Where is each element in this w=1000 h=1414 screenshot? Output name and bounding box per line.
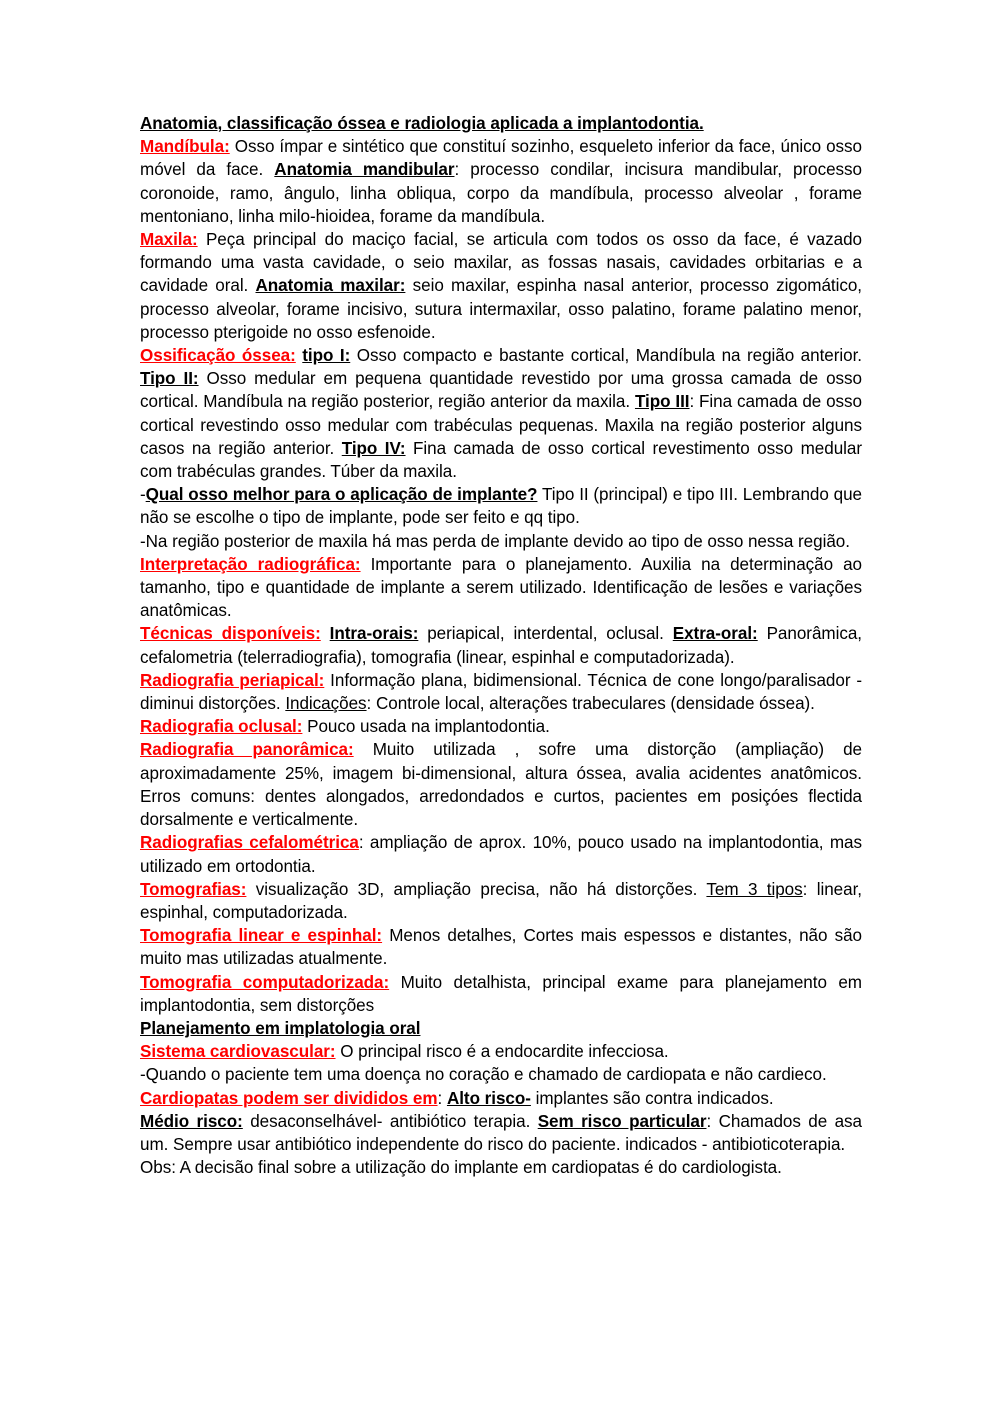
text-run: Fina camada de osso cortical revestimento osso medular com trabéculas grandes. Túber da maxila. [140, 438, 862, 482]
paragraph-regiao-posterior [140, 530, 862, 553]
text-run: : Chamados de asa um. Sempre usar antibiótico independente do risco do paciente. indicados - antibioticoterapia. [140, 1111, 862, 1154]
text-run [321, 624, 330, 643]
text-run: Menos detalhes, Cortes mais espessos e distantes, não são muito mas utilizadas atualmente. [140, 926, 862, 969]
paragraph-tomografia-linear [140, 924, 862, 970]
paragraph-oclusal [140, 715, 862, 738]
text-run: : Controle local, alterações trabeculares (densidade óssea). [366, 694, 815, 714]
text-run: -Quando o paciente tem uma doença no coração e chamado de cardiopata e não cardieco. [140, 1065, 827, 1085]
text-run: Tipo II (principal) e tipo III. Lembrando que não se escolhe o tipo de implante, pode ser feito e qq tipo. [140, 485, 863, 528]
text-run: -Na região posterior de maxila há mas perda de implante devido ao tipo de osso nessa região. [140, 531, 850, 551]
text-run: O principal risco é a endocardite infecciosa. [335, 1042, 669, 1062]
paragraph-planejamento [140, 1017, 862, 1040]
paragraph-tecnicas [140, 622, 862, 668]
heading-run: Intra-orais: [329, 624, 419, 644]
paragraph-qual-osso [140, 483, 862, 529]
paragraph-cefalometrica [140, 831, 862, 877]
paragraph-panoramica [140, 738, 862, 831]
text-run: Pouco usada na implantodontia. [302, 717, 550, 737]
heading-run: Radiografia panorâmica: [140, 740, 354, 760]
paragraph-title [140, 112, 862, 135]
paragraph-medio-risco [140, 1110, 862, 1156]
paragraph-sistema-cardiovascular [140, 1040, 862, 1063]
heading-run: Ossificação óssea: [140, 346, 296, 366]
text-run: : [437, 1088, 447, 1108]
heading-run: tipo I: [302, 346, 351, 366]
heading-run: Qual osso melhor para o aplicação de implante? [145, 485, 538, 505]
heading-run: Técnicas disponíveis: [140, 624, 321, 644]
text-run: visualização 3D, ampliação precisa, não há distorções. [246, 879, 707, 899]
text-run: implantes são contra indicados. [530, 1088, 774, 1108]
heading-run: Cardiopatas podem ser divididos em [140, 1088, 438, 1108]
text-run: desaconselhável- antibiótico terapia. [242, 1111, 538, 1131]
heading-run: Radiografia periapical: [140, 670, 325, 690]
text-run: Peça principal do maciço facial, se articula com todos os osso da face, é vazado formando uma vasta cavidade, o seio maxilar, as fossas nasais, cavidades orbitarias e a cavidade oral. [140, 230, 862, 296]
heading-run: Planejamento em implatologia oral [140, 1018, 421, 1038]
heading-run: Tem 3 tipos [706, 879, 803, 899]
text-run: Importante para o planejamento. Auxilia na determinação ao tamanho, tipo e quantidade de implante a serem utilizado. Identificação de lesões e variações anatômicas. [140, 554, 862, 621]
heading-run: Radiografias cefalométrica [140, 833, 359, 853]
heading-run: Indicações [285, 694, 367, 714]
text-run: Panorâmica, cefalometria (telerradiografia), tomografia (linear, espinhal e computadorizada). [140, 624, 862, 667]
heading-run: Mandíbula: [140, 137, 230, 157]
heading-run: Anatomia maxilar: [255, 276, 406, 296]
heading-run: Anatomia mandibular [274, 160, 455, 180]
text-run: : Fina camada de osso cortical revestindo osso medular com trabéculas pequenas. Maxila na região posterior alguns casos na região anterior. [140, 392, 862, 458]
heading-run: Alto risco- [446, 1088, 531, 1108]
text-run: : processo condilar, incisura mandibular, processo coronoide, ramo, ângulo, linha obliqua, corpo da mandíbula, processo alveolar , forame mentoniano, linha milo-hioidea, forame da mandíbula. [140, 160, 862, 226]
heading-run: Tomografias: [140, 879, 247, 899]
paragraph-tomografias [140, 878, 862, 924]
paragraph-obs [140, 1156, 862, 1179]
text-run: : linear, espinhal, computadorizada. [140, 879, 862, 922]
text-run: Osso medular em pequena quantidade revestido por uma grossa camada de osso cortical. Mandíbula na região posterior, região anterior da maxila. [140, 369, 862, 412]
text-run: Osso ímpar e sintético que constituí sozinho, esqueleto inferior da face, único osso móvel da face. [140, 137, 862, 180]
heading-run: Tomografia linear e espinhal: [140, 926, 383, 946]
heading-run: Radiografia oclusal: [140, 717, 303, 737]
heading-run: Tomografia computadorizada: [140, 972, 390, 992]
text-run: Muito utilizada , sofre uma distorção (ampliação) de aproximadamente 25%, imagem bi-dimensional, altura óssea, avalia acidentes anatômicos. Erros comuns: dentes alongados, arredondados e curtos, pacientes em posiçóes flectida dorsalmente e verticalmente. [140, 740, 862, 830]
text-run: Muito detalhista, principal exame para planejamento em implantodontia, sem distorções [140, 972, 862, 1015]
heading-run: Tipo III [634, 392, 690, 412]
heading-run: Extra-oral: [672, 624, 758, 644]
paragraph-interpretacao [140, 553, 862, 623]
paragraph-tomografia-computadorizada [140, 971, 862, 1017]
document-body [140, 112, 862, 1179]
heading-run: Interpretação radiográfica: [140, 554, 361, 574]
paragraph-periapical [140, 669, 862, 715]
heading-run: Sistema cardiovascular: [140, 1042, 336, 1062]
heading-run: Maxila: [140, 230, 198, 250]
paragraph-ossificacao [140, 344, 862, 483]
heading-run: Tipo II: [140, 369, 199, 389]
paragraph-cardiopatas-divisao [140, 1087, 862, 1110]
text-run: Obs: A decisão final sobre a utilização do implante em cardiopatas é do cardiologista. [140, 1158, 782, 1178]
paragraph-cardiopata [140, 1063, 862, 1086]
paragraph-mandibula [140, 135, 862, 228]
text-run: Informação plana, bidimensional. Técnica de cone longo/paralisador - diminui distorções. [140, 670, 862, 714]
text-run: - [140, 485, 146, 505]
heading-run: Sem risco particular [537, 1111, 707, 1131]
heading-run: Médio risco: [140, 1111, 243, 1131]
text-run: periapical, interdental, oclusal. [418, 624, 673, 644]
heading-run: Anatomia, classificação óssea e radiologia aplicada a implantodontia. [140, 114, 704, 133]
paragraph-maxila [140, 228, 862, 344]
text-run: : ampliação de aprox. 10%, pouco usado na implantodontia, mas utilizado em ortodontia. [140, 833, 862, 876]
text-run: Osso compacto e bastante cortical, Mandíbula na região anterior. [350, 346, 862, 366]
text-run: seio maxilar, espinha nasal anterior, processo zigomático, processo alveolar, forame incisivo, sutura intermaxilar, osso palatino, forame palatino menor, processo pterigoide no osso esfenoide. [140, 276, 862, 342]
heading-run: Tipo IV: [341, 438, 406, 458]
